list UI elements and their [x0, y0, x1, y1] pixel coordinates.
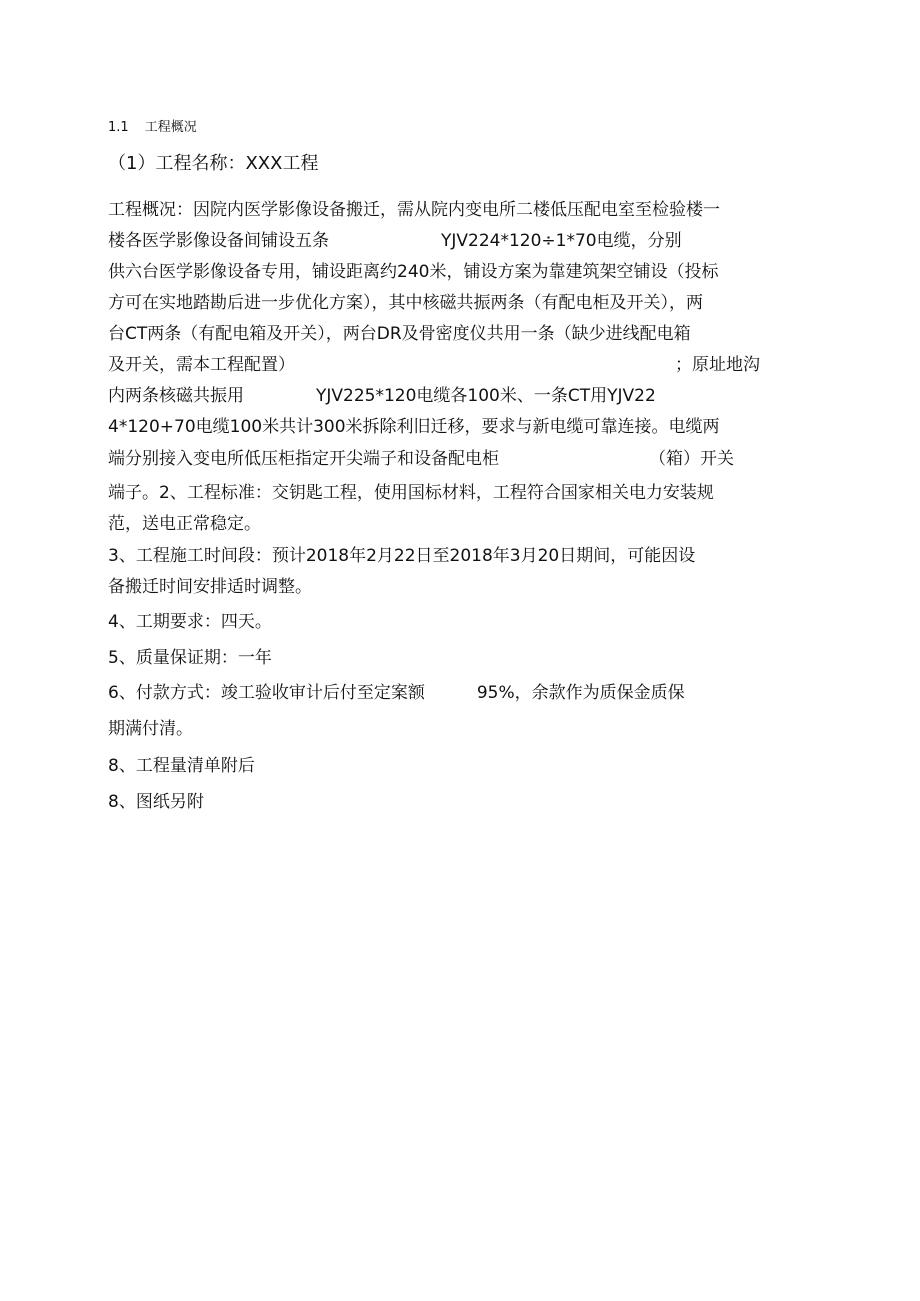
overview-line-6-part-a: 及开关，需本工程配置） [108, 355, 295, 375]
overview-line-6 [108, 353, 760, 377]
overview-line-8: 4*120+70电缆100米共计300米拆除利旧迁移，要求与新电缆可靠连接。电缆两 [108, 417, 720, 437]
section-heading [108, 119, 197, 137]
overview-line-9-part-b: （箱）开关 [649, 449, 734, 469]
overview-line-7 [108, 384, 656, 408]
construction-time-line-2: 备搬迁时间安排适时调整。 [108, 577, 312, 597]
overview-line-2-part-b: YJV224*120÷1*70电缆，分别 [441, 231, 682, 251]
overview-line-5: 台CT两条（有配电箱及开关），两台DR及骨密度仪共用一条（缺少进线配电箱 [108, 324, 691, 344]
project-name-line: （1）工程名称：XXX工程 [108, 153, 319, 174]
overview-line-3: 供六台医学影像设备专用，铺设距离约240米，铺设方案为靠建筑架空铺设（投标 [108, 262, 719, 282]
payment-line-1-part-b: 95%，余款作为质保金质保 [476, 683, 685, 703]
overview-line-6-part-b: ；原址地沟 [675, 355, 760, 375]
overview-line-10: 端子。2、工程标准：交钥匙工程，使用国标材料，工程符合国家相关电力安装规 [108, 483, 714, 503]
section-title: 工程概况 [144, 120, 197, 135]
drawings-line: 8、图纸另附 [108, 792, 204, 812]
payment-line-1 [108, 681, 685, 705]
duration-line: 4、工期要求：四天。 [108, 612, 272, 632]
overview-line-7-part-b: YJV225*120电缆各100米、一条CT用YJV22 [316, 386, 656, 406]
payment-line-2: 期满付清。 [108, 719, 193, 739]
overview-line-4: 方可在实地踏勘后进一步优化方案），其中核磁共振两条（有配电柜及开关），两 [108, 293, 703, 313]
overview-line-1: 工程概况：因院内医学影像设备搬迁，需从院内变电所二楼低压配电室至检验楼一 [108, 200, 720, 220]
overview-line-9-part-a: 端分别接入变电所低压柜指定开尖端子和设备配电柜 [108, 449, 499, 469]
overview-line-9 [108, 447, 734, 471]
quantities-line: 8、工程量清单附后 [108, 756, 255, 776]
overview-line-2 [108, 229, 682, 253]
construction-time-line-1: 3、工程施工时间段：预计2018年2月22日至2018年3月20日期间，可能因设 [108, 546, 696, 566]
overview-line-11: 范，送电正常稳定。 [108, 514, 261, 534]
payment-line-1-part-a: 6、付款方式：竣工验收审计后付至定案额 [108, 683, 425, 703]
warranty-line: 5、质量保证期：一年 [108, 648, 272, 668]
overview-line-7-part-a: 内两条核磁共振用 [108, 386, 244, 406]
overview-line-2-part-a: 楼各医学影像设备间铺设五条 [108, 231, 329, 251]
section-number: 1.1 [108, 120, 129, 135]
